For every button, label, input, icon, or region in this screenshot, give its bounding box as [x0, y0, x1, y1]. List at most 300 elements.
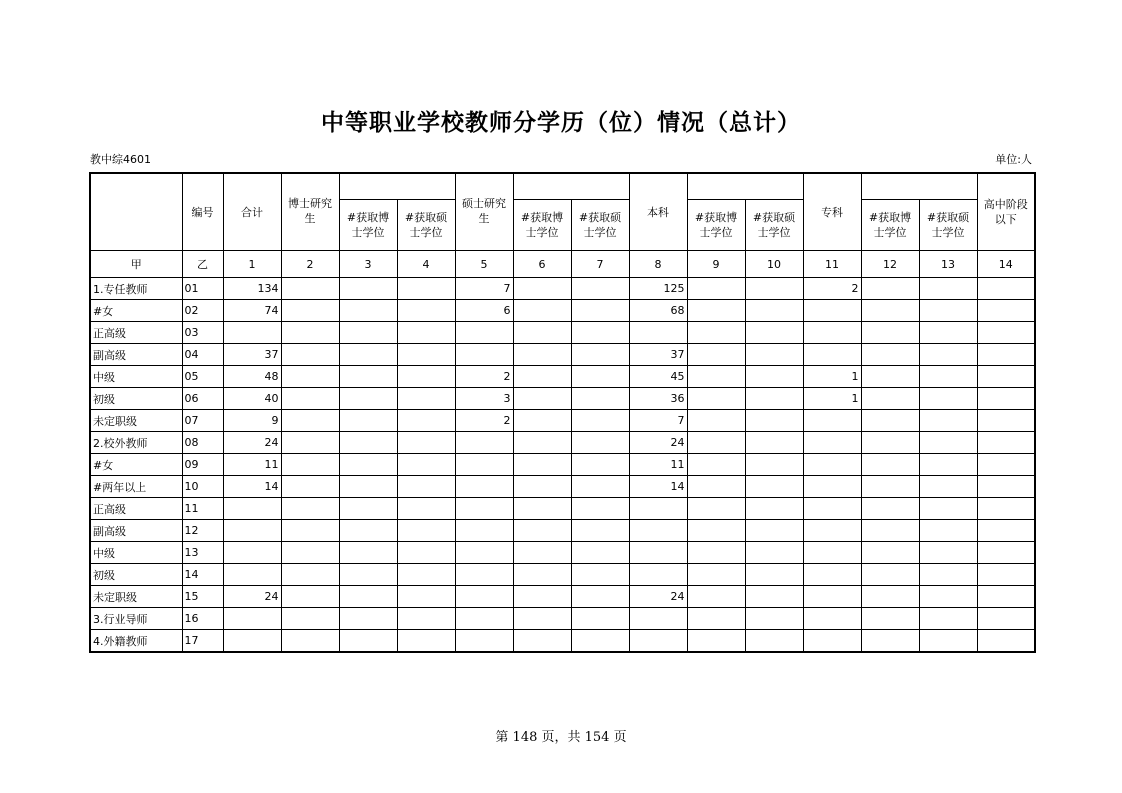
empty-cell — [745, 410, 803, 432]
row-label: 副高级 — [90, 520, 182, 542]
cell-col-1: 11 — [223, 454, 281, 476]
index-cell: 10 — [745, 251, 803, 278]
empty-cell — [339, 300, 397, 322]
cell-col-5 — [455, 586, 513, 608]
header-benke: 本科 — [629, 173, 687, 251]
empty-cell — [281, 410, 339, 432]
empty-cell — [513, 542, 571, 564]
empty-cell — [861, 388, 919, 410]
empty-cell — [977, 432, 1035, 454]
empty-cell — [745, 542, 803, 564]
row-label: #女 — [90, 300, 182, 322]
empty-cell — [339, 608, 397, 630]
cell-col-1 — [223, 498, 281, 520]
table-row — [90, 432, 1035, 454]
row-code: 11 — [182, 498, 223, 520]
cell-col-11 — [803, 476, 861, 498]
empty-cell — [687, 278, 745, 300]
empty-cell — [861, 630, 919, 653]
empty-cell — [339, 388, 397, 410]
empty-cell — [919, 388, 977, 410]
cell-col-5 — [455, 322, 513, 344]
table-row — [90, 454, 1035, 476]
cell-col-1 — [223, 564, 281, 586]
empty-cell — [919, 366, 977, 388]
empty-cell — [861, 454, 919, 476]
empty-cell — [977, 608, 1035, 630]
cell-col-11: 1 — [803, 366, 861, 388]
cell-col-1 — [223, 520, 281, 542]
row-code: 04 — [182, 344, 223, 366]
header-group-benke — [687, 173, 803, 200]
empty-cell — [397, 476, 455, 498]
cell-col-8: 24 — [629, 432, 687, 454]
index-cell: 8 — [629, 251, 687, 278]
empty-cell — [977, 454, 1035, 476]
empty-cell — [281, 564, 339, 586]
empty-cell — [281, 586, 339, 608]
cell-col-8 — [629, 608, 687, 630]
empty-cell — [861, 322, 919, 344]
cell-col-11 — [803, 542, 861, 564]
table-row — [90, 388, 1035, 410]
row-code: 12 — [182, 520, 223, 542]
empty-cell — [919, 542, 977, 564]
cell-col-8 — [629, 498, 687, 520]
empty-cell — [397, 454, 455, 476]
cell-col-1: 74 — [223, 300, 281, 322]
empty-cell — [281, 608, 339, 630]
row-label: #女 — [90, 454, 182, 476]
table-row — [90, 410, 1035, 432]
empty-cell — [281, 432, 339, 454]
row-code: 01 — [182, 278, 223, 300]
empty-cell — [977, 278, 1035, 300]
cell-col-8: 7 — [629, 410, 687, 432]
empty-cell — [919, 322, 977, 344]
empty-cell — [745, 608, 803, 630]
index-cell: 12 — [861, 251, 919, 278]
empty-cell — [687, 498, 745, 520]
cell-col-5 — [455, 432, 513, 454]
empty-cell — [281, 322, 339, 344]
empty-cell — [397, 630, 455, 653]
index-cell: 2 — [281, 251, 339, 278]
cell-col-8: 36 — [629, 388, 687, 410]
row-label: 中级 — [90, 366, 182, 388]
index-cell: 6 — [513, 251, 571, 278]
empty-cell — [861, 344, 919, 366]
empty-cell — [397, 564, 455, 586]
empty-cell — [339, 476, 397, 498]
empty-cell — [861, 278, 919, 300]
table-code: 教中综4601 — [90, 153, 151, 166]
page-footer: 第 148 页，共 154 页 — [495, 730, 627, 745]
empty-cell — [745, 586, 803, 608]
cell-col-1: 134 — [223, 278, 281, 300]
header-group-zhuanke — [861, 173, 977, 200]
header-shuoshi: 硕士研究生 — [455, 173, 513, 251]
cell-col-8: 11 — [629, 454, 687, 476]
empty-cell — [687, 300, 745, 322]
cell-col-11 — [803, 564, 861, 586]
empty-cell — [977, 388, 1035, 410]
cell-col-1: 14 — [223, 476, 281, 498]
empty-cell — [281, 278, 339, 300]
empty-cell — [513, 608, 571, 630]
index-cell: 7 — [571, 251, 629, 278]
empty-cell — [919, 520, 977, 542]
cell-col-8 — [629, 322, 687, 344]
empty-cell — [397, 608, 455, 630]
empty-cell — [397, 322, 455, 344]
empty-cell — [861, 608, 919, 630]
empty-cell — [571, 278, 629, 300]
empty-cell — [571, 432, 629, 454]
empty-cell — [745, 520, 803, 542]
empty-cell — [919, 454, 977, 476]
unit-label: 单位:人 — [995, 153, 1032, 166]
empty-cell — [571, 344, 629, 366]
empty-cell — [397, 410, 455, 432]
empty-cell — [513, 344, 571, 366]
empty-cell — [513, 322, 571, 344]
empty-cell — [919, 410, 977, 432]
empty-cell — [861, 520, 919, 542]
empty-cell — [339, 564, 397, 586]
row-label: 正高级 — [90, 322, 182, 344]
page-title: 中等职业学校教师分学历（位）情况（总计） — [321, 110, 801, 136]
empty-cell — [687, 410, 745, 432]
empty-cell — [919, 432, 977, 454]
table-header — [90, 173, 1035, 278]
empty-cell — [397, 542, 455, 564]
table-row — [90, 586, 1035, 608]
empty-cell — [339, 432, 397, 454]
header-huoqu-boshi: #获取博士学位 — [339, 200, 397, 251]
table-body — [90, 278, 1035, 653]
cell-col-8: 68 — [629, 300, 687, 322]
empty-cell — [281, 520, 339, 542]
table-row — [90, 278, 1035, 300]
index-cell: 5 — [455, 251, 513, 278]
table-row — [90, 344, 1035, 366]
cell-col-11 — [803, 630, 861, 653]
row-label: 1.专任教师 — [90, 278, 182, 300]
table-row — [90, 630, 1035, 653]
empty-cell — [861, 586, 919, 608]
empty-cell — [977, 520, 1035, 542]
empty-cell — [513, 300, 571, 322]
empty-cell — [339, 366, 397, 388]
table-row — [90, 300, 1035, 322]
empty-cell — [919, 476, 977, 498]
header-huoqu-boshi: #获取博士学位 — [687, 200, 745, 251]
empty-cell — [687, 542, 745, 564]
empty-cell — [745, 564, 803, 586]
row-code: 06 — [182, 388, 223, 410]
cell-col-8 — [629, 520, 687, 542]
empty-cell — [397, 300, 455, 322]
header-heji: 合计 — [223, 173, 281, 251]
empty-cell — [571, 388, 629, 410]
cell-col-5 — [455, 498, 513, 520]
cell-col-11 — [803, 344, 861, 366]
empty-cell — [571, 542, 629, 564]
empty-cell — [745, 498, 803, 520]
empty-cell — [571, 300, 629, 322]
empty-cell — [687, 344, 745, 366]
cell-col-1 — [223, 542, 281, 564]
empty-cell — [745, 366, 803, 388]
cell-col-8: 125 — [629, 278, 687, 300]
empty-cell — [687, 520, 745, 542]
empty-cell — [745, 454, 803, 476]
cell-col-8 — [629, 564, 687, 586]
empty-cell — [339, 630, 397, 653]
cell-col-11 — [803, 410, 861, 432]
cell-col-5 — [455, 630, 513, 653]
cell-col-11 — [803, 498, 861, 520]
empty-cell — [281, 344, 339, 366]
cell-col-5: 7 — [455, 278, 513, 300]
cell-col-5 — [455, 454, 513, 476]
empty-cell — [339, 410, 397, 432]
data-table — [89, 172, 1036, 653]
row-code: 16 — [182, 608, 223, 630]
empty-cell — [571, 608, 629, 630]
row-code: 15 — [182, 586, 223, 608]
empty-cell — [397, 366, 455, 388]
empty-cell — [861, 410, 919, 432]
empty-cell — [687, 322, 745, 344]
empty-cell — [513, 498, 571, 520]
header-group-shuoshi — [513, 173, 629, 200]
cell-col-11 — [803, 520, 861, 542]
empty-cell — [861, 564, 919, 586]
header-huoqu-shuoshi: #获取硕士学位 — [571, 200, 629, 251]
empty-cell — [397, 520, 455, 542]
empty-cell — [513, 388, 571, 410]
empty-cell — [571, 454, 629, 476]
row-label: 未定职级 — [90, 586, 182, 608]
row-code: 14 — [182, 564, 223, 586]
empty-cell — [977, 410, 1035, 432]
cell-col-11: 2 — [803, 278, 861, 300]
empty-cell — [339, 520, 397, 542]
cell-col-11 — [803, 322, 861, 344]
cell-col-5 — [455, 564, 513, 586]
row-label: #两年以上 — [90, 476, 182, 498]
empty-cell — [571, 630, 629, 653]
table-row — [90, 322, 1035, 344]
cell-col-8: 45 — [629, 366, 687, 388]
empty-cell — [513, 564, 571, 586]
cell-col-5 — [455, 608, 513, 630]
index-cell: 3 — [339, 251, 397, 278]
empty-cell — [397, 498, 455, 520]
cell-col-1: 9 — [223, 410, 281, 432]
index-row — [90, 251, 1035, 278]
empty-cell — [919, 278, 977, 300]
row-code: 05 — [182, 366, 223, 388]
cell-col-5: 3 — [455, 388, 513, 410]
empty-cell — [339, 454, 397, 476]
empty-cell — [513, 630, 571, 653]
empty-cell — [977, 630, 1035, 653]
row-label: 正高级 — [90, 498, 182, 520]
empty-cell — [745, 278, 803, 300]
empty-cell — [861, 476, 919, 498]
empty-cell — [977, 586, 1035, 608]
table-row — [90, 366, 1035, 388]
empty-cell — [571, 498, 629, 520]
empty-cell — [513, 520, 571, 542]
empty-cell — [513, 366, 571, 388]
row-label: 中级 — [90, 542, 182, 564]
empty-cell — [571, 586, 629, 608]
row-label: 3.行业导师 — [90, 608, 182, 630]
empty-cell — [339, 344, 397, 366]
cell-col-11 — [803, 454, 861, 476]
row-code: 03 — [182, 322, 223, 344]
empty-cell — [339, 542, 397, 564]
empty-cell — [977, 542, 1035, 564]
cell-col-1: 24 — [223, 432, 281, 454]
empty-cell — [281, 454, 339, 476]
header-bianhao: 编号 — [182, 173, 223, 251]
empty-cell — [687, 564, 745, 586]
empty-cell — [397, 388, 455, 410]
empty-cell — [919, 564, 977, 586]
empty-cell — [513, 476, 571, 498]
index-cell: 甲 — [90, 251, 182, 278]
empty-cell — [571, 476, 629, 498]
empty-cell — [745, 344, 803, 366]
header-huoqu-shuoshi: #获取硕士学位 — [397, 200, 455, 251]
empty-cell — [397, 432, 455, 454]
empty-cell — [687, 608, 745, 630]
empty-cell — [861, 300, 919, 322]
empty-cell — [281, 476, 339, 498]
empty-cell — [745, 432, 803, 454]
cell-col-1: 37 — [223, 344, 281, 366]
empty-cell — [513, 586, 571, 608]
index-cell: 9 — [687, 251, 745, 278]
header-group-boshi — [339, 173, 455, 200]
empty-cell — [977, 344, 1035, 366]
empty-cell — [919, 300, 977, 322]
cell-col-11 — [803, 608, 861, 630]
cell-col-8 — [629, 630, 687, 653]
empty-cell — [977, 498, 1035, 520]
empty-cell — [513, 454, 571, 476]
header-huoqu-boshi: #获取博士学位 — [861, 200, 919, 251]
header-gaozhong: 高中阶段以下 — [977, 173, 1035, 251]
empty-cell — [919, 630, 977, 653]
empty-cell — [397, 344, 455, 366]
empty-cell — [571, 564, 629, 586]
row-label: 副高级 — [90, 344, 182, 366]
empty-cell — [571, 410, 629, 432]
table-row — [90, 476, 1035, 498]
index-cell: 4 — [397, 251, 455, 278]
cell-col-5 — [455, 520, 513, 542]
empty-cell — [281, 366, 339, 388]
header-huoqu-shuoshi: #获取硕士学位 — [745, 200, 803, 251]
empty-cell — [861, 366, 919, 388]
cell-col-1: 24 — [223, 586, 281, 608]
empty-cell — [281, 300, 339, 322]
row-label: 未定职级 — [90, 410, 182, 432]
cell-col-5 — [455, 476, 513, 498]
header-boshi: 博士研究生 — [281, 173, 339, 251]
empty-cell — [687, 586, 745, 608]
cell-col-11 — [803, 432, 861, 454]
empty-cell — [513, 278, 571, 300]
cell-col-1 — [223, 608, 281, 630]
row-code: 13 — [182, 542, 223, 564]
table-row — [90, 564, 1035, 586]
empty-cell — [687, 388, 745, 410]
header-huoqu-boshi: #获取博士学位 — [513, 200, 571, 251]
empty-cell — [977, 564, 1035, 586]
row-code: 09 — [182, 454, 223, 476]
cell-col-1 — [223, 322, 281, 344]
cell-col-11 — [803, 300, 861, 322]
empty-cell — [861, 498, 919, 520]
empty-cell — [339, 498, 397, 520]
empty-cell — [687, 476, 745, 498]
cell-col-5: 2 — [455, 410, 513, 432]
cell-col-1: 48 — [223, 366, 281, 388]
empty-cell — [397, 586, 455, 608]
empty-cell — [571, 322, 629, 344]
empty-cell — [977, 366, 1035, 388]
empty-cell — [919, 498, 977, 520]
empty-cell — [977, 476, 1035, 498]
empty-cell — [977, 300, 1035, 322]
row-code: 17 — [182, 630, 223, 653]
empty-cell — [977, 322, 1035, 344]
empty-cell — [861, 542, 919, 564]
table-row — [90, 520, 1035, 542]
header-huoqu-shuoshi: #获取硕士学位 — [919, 200, 977, 251]
row-code: 10 — [182, 476, 223, 498]
empty-cell — [281, 542, 339, 564]
index-cell: 13 — [919, 251, 977, 278]
row-code: 02 — [182, 300, 223, 322]
row-code: 07 — [182, 410, 223, 432]
index-cell: 乙 — [182, 251, 223, 278]
cell-col-5: 2 — [455, 366, 513, 388]
empty-cell — [281, 498, 339, 520]
cell-col-8 — [629, 542, 687, 564]
header-zhuanke: 专科 — [803, 173, 861, 251]
empty-cell — [571, 366, 629, 388]
empty-cell — [687, 454, 745, 476]
empty-cell — [687, 366, 745, 388]
cell-col-5: 6 — [455, 300, 513, 322]
empty-cell — [745, 388, 803, 410]
table-row — [90, 608, 1035, 630]
empty-cell — [339, 278, 397, 300]
header-blank — [90, 173, 182, 251]
empty-cell — [513, 432, 571, 454]
cell-col-1: 40 — [223, 388, 281, 410]
row-label: 初级 — [90, 388, 182, 410]
empty-cell — [339, 322, 397, 344]
